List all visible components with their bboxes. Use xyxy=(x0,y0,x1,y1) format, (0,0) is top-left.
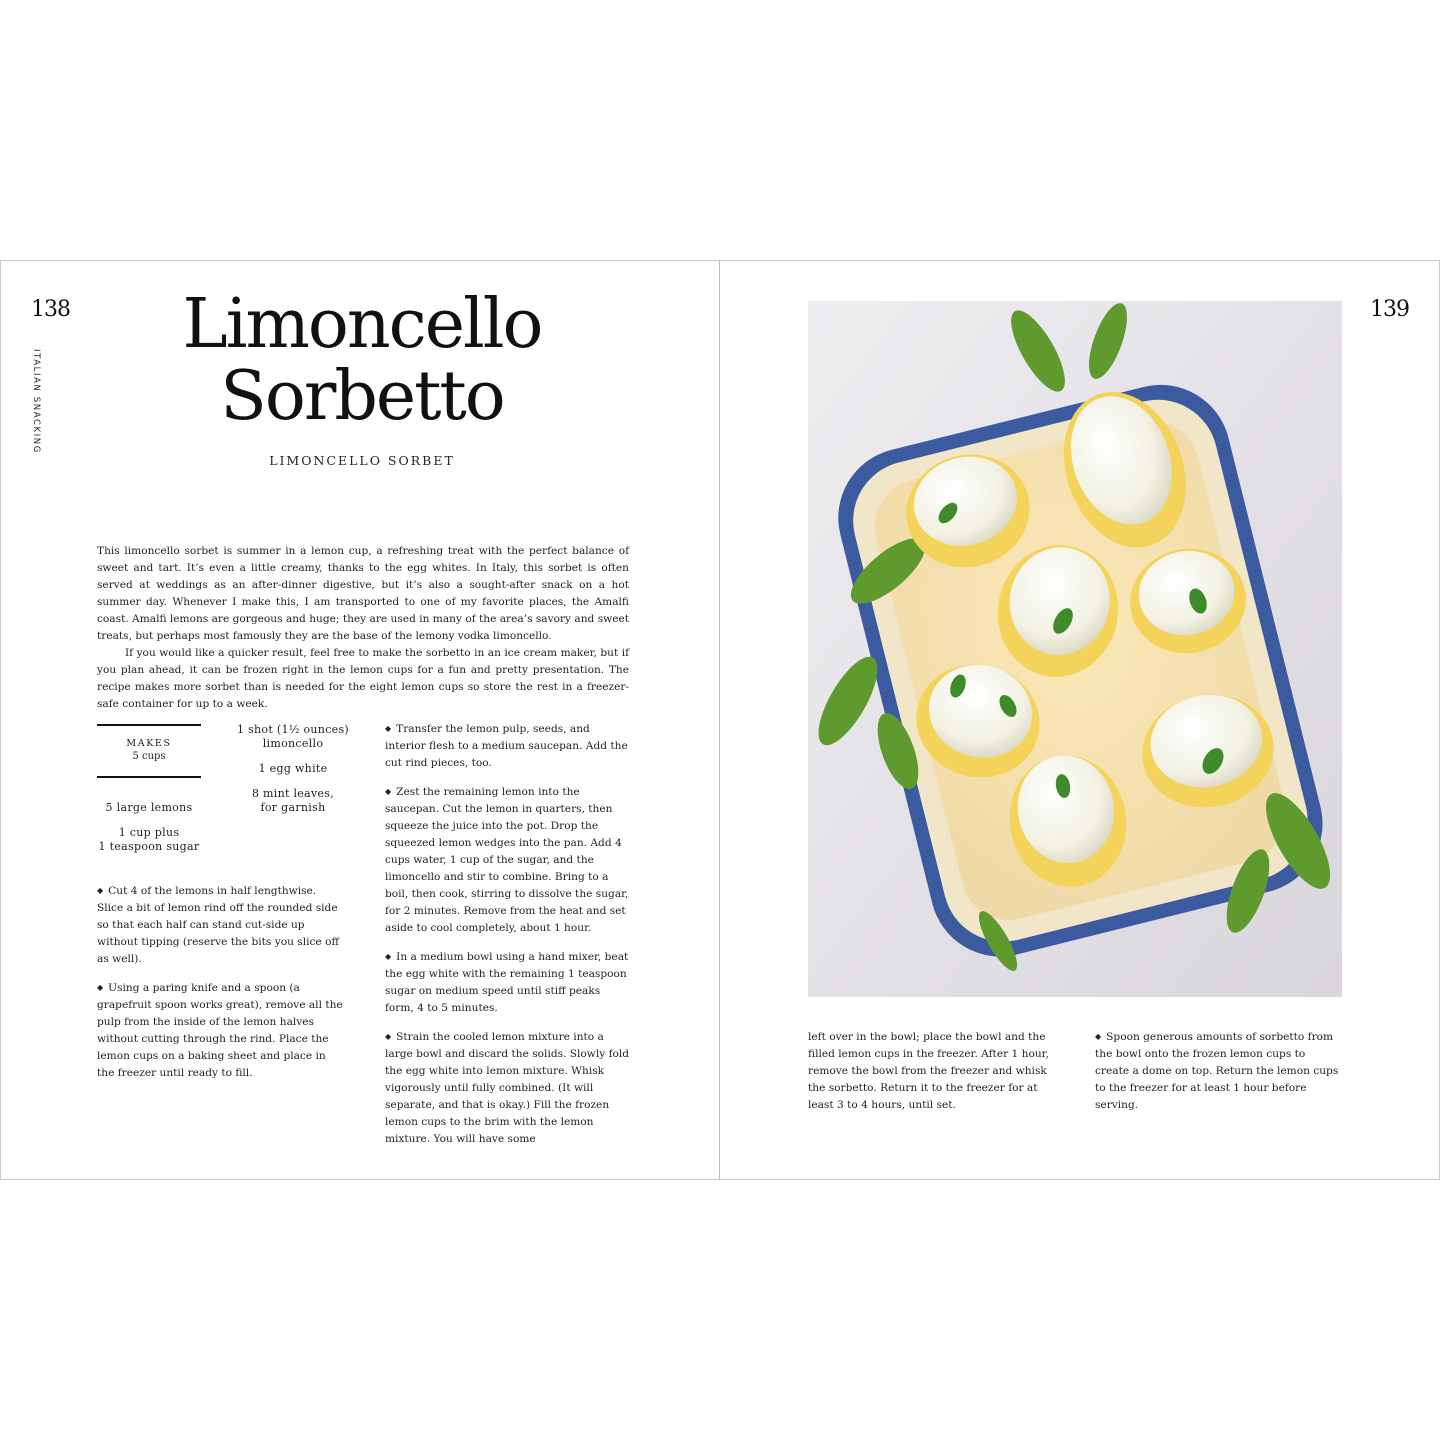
intro-paragraph-1: This limoncello sorbet is summer in a lemon cup, a refreshing treat with the perfect balance of sweet and tart. It’s even a little creamy, thanks to the egg whites. In Italy, this sorbet is often served at weddings as an after-dinner digestive, but it’s also a sought-after snack on a hot summer day. Whenever I make this, I am transported to one of my favorite places, the Amalfi coast. Amalfi lemons are gorgeous and huge; they are used in many of the area’s savory and sweet treats, but perhaps most famously they are the base of the lemony vodka limoncello. xyxy=(97,545,629,642)
method-steps-column-1 xyxy=(97,883,345,1094)
ingredient-item: 1 cup plus 1 teaspoon sugar xyxy=(98,826,200,853)
diamond-bullet-icon: ◆ xyxy=(385,787,392,796)
method-step: ◆ Strain the cooled lemon mixture into a large bowl and discard the solids. Slowly fold the egg white into lemon mixture. Whisk vigorously until fully combined. (It will separate, and that is okay.) Fill the frozen lemon cups to the brim with the lemon mixture. You will have some xyxy=(385,1031,630,1145)
diamond-bullet-icon: ◆ xyxy=(97,886,104,895)
method-step: ◆ Cut 4 of the lemons in half lengthwise. Slice a bit of lemon rind off the rounded side so that each half can stand cut-side up without tipping (reserve the bits you slice off as well). xyxy=(97,885,339,965)
intro-paragraph-2: If you would like a quicker result, feel free to make the sorbetto in an ice cream maker, but if you plan ahead, it can be frozen right in the lemon cups for a fun and pretty presentation. The recipe makes more sorbet than is needed for the eight lemon cups so store the rest in a freezer-safe container for up to a week. xyxy=(97,647,629,710)
running-head-left: ITALIAN SNACKING xyxy=(31,349,41,454)
ingredients-column-1 xyxy=(97,801,201,865)
yield-value: 5 cups xyxy=(132,751,166,762)
diamond-bullet-icon: ◆ xyxy=(97,983,104,992)
recipe-intro xyxy=(97,543,629,713)
ingredients-column-2 xyxy=(233,723,353,826)
method-step: ◆ Zest the remaining lemon into the saucepan. Cut the lemon in quarters, then squeeze the juice into the pot. Drop the squeezed lemon wedges into the pan. Add 4 cups water, 1 cup of the sugar, and the limoncello and stir to combine. Bring to a boil, then cook, stirring to dissolve the sugar, for 2 minutes. Remove from the heat and set aside to cool completely, about 1 hour. xyxy=(385,786,629,934)
method-step: ◆ Spoon generous amounts of sorbetto from the bowl onto the frozen lemon cups to create a dome on top. Return the lemon cups to the freezer for at least 1 hour before serving. xyxy=(1095,1031,1339,1111)
sorbet-photo-illustration xyxy=(808,301,1342,997)
method-steps-column-final xyxy=(1095,1029,1341,1126)
method-step: ◆ In a medium bowl using a hand mixer, beat the egg white with the remaining 1 teaspoon sugar on medium speed until stiff peaks form, 4 to 5 minutes. xyxy=(385,951,629,1014)
left-page xyxy=(0,261,720,1179)
diamond-bullet-icon: ◆ xyxy=(385,952,392,961)
ingredient-item: 8 mint leaves, for garnish xyxy=(251,787,335,814)
method-steps-column-2 xyxy=(385,721,631,1160)
recipe-title-line-1: Limoncello xyxy=(182,285,542,364)
sorbet-photo xyxy=(808,301,1342,997)
page-number-left: 138 xyxy=(31,297,70,322)
yield-box xyxy=(97,724,201,778)
diamond-bullet-icon: ◆ xyxy=(1095,1032,1102,1041)
recipe-title-line-2: Sorbetto xyxy=(220,357,504,436)
diamond-bullet-icon: ◆ xyxy=(385,724,392,733)
method-continued-text: left over in the bowl; place the bowl and the filled lemon cups in the freezer. After 1 hour, remove the bowl from the freezer and whisk the sorbetto. Return it to the freezer for at least 3 to 4 hours, until set. xyxy=(808,1031,1049,1111)
book-spread xyxy=(0,260,1440,1180)
diamond-bullet-icon: ◆ xyxy=(385,1032,392,1041)
method-step: ◆ Transfer the lemon pulp, seeds, and interior flesh to a medium saucepan. Add the cut rind pieces, too. xyxy=(385,723,628,769)
recipe-subtitle: LIMONCELLO SORBET xyxy=(269,453,455,468)
ingredient-item: 5 large lemons xyxy=(105,801,193,814)
page-number-right: 139 xyxy=(1370,297,1409,322)
ingredient-item: 1 shot (1½ ounces) limoncello xyxy=(236,723,349,750)
yield-label: MAKES xyxy=(126,738,172,749)
method-step: ◆ Using a paring knife and a spoon (a grapefruit spoon works great), remove all the pulp from the inside of the lemon halves without cutting through the rind. Place the lemon cups on a baking sheet and place in the freezer until ready to fill. xyxy=(97,982,343,1079)
right-page xyxy=(720,261,1440,1179)
ingredient-item: 1 egg white xyxy=(258,762,328,775)
recipe-title xyxy=(97,285,627,436)
